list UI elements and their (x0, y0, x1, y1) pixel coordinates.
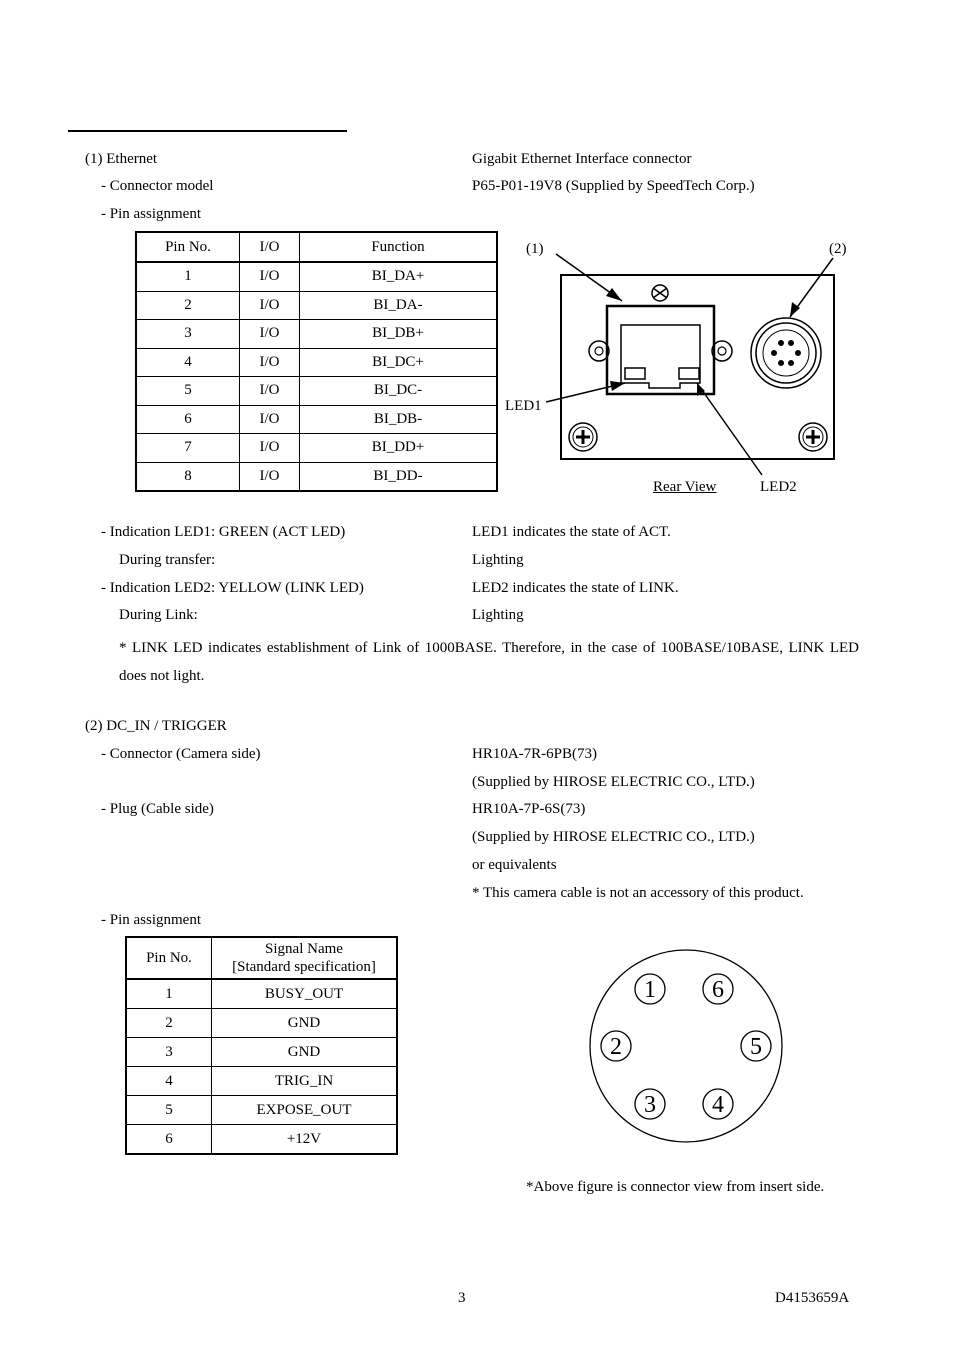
led1-indication-label: - Indication LED1: GREEN (ACT LED) (101, 524, 346, 540)
cell-pin: 5 (126, 1096, 212, 1125)
cell-pin: 4 (126, 1067, 212, 1096)
pin-number-2: 2 (610, 1034, 622, 1060)
link-value: Lighting (472, 607, 524, 623)
equivalents-text: or equivalents (472, 857, 557, 873)
connector-model-value: P65-P01-19V8 (Supplied by SpeedTech Corp.) (472, 178, 755, 194)
table-row (126, 979, 397, 1009)
header-function: Function (300, 232, 498, 262)
figure-label-1: (1) (526, 241, 544, 257)
camera-connector-supplier: (Supplied by HIROSE ELECTRIC CO., LTD.) (472, 774, 755, 790)
document-id: D4153659A (775, 1290, 850, 1306)
cell-pin: 2 (136, 291, 240, 320)
cell-pin: 1 (136, 262, 240, 291)
header-pin-no: Pin No. (126, 937, 212, 979)
pin-number-5: 5 (750, 1034, 762, 1060)
round-connector-icon (751, 318, 821, 388)
pin-number-3: 3 (644, 1092, 656, 1118)
led2-label: LED2 (760, 479, 797, 495)
screw-icon (569, 423, 597, 451)
cell-signal: GND (212, 1009, 398, 1038)
rear-view-diagram (0, 0, 954, 520)
plug-label: - Plug (Cable side) (101, 801, 214, 817)
table-row (126, 1125, 397, 1155)
cell-pin: 3 (136, 320, 240, 349)
cell-io: I/O (240, 434, 300, 463)
pin-number-6: 6 (712, 977, 724, 1003)
cell-io: I/O (240, 405, 300, 434)
dc-pin-assignment-label: - Pin assignment (101, 912, 201, 928)
camera-connector-label: - Connector (Camera side) (101, 746, 261, 762)
cell-io: I/O (240, 291, 300, 320)
plug-supplier: (Supplied by HIROSE ELECTRIC CO., LTD.) (472, 829, 755, 845)
pin-assignment-label: - Pin assignment (101, 206, 201, 222)
dcin-heading: (2) DC_IN / TRIGGER (85, 718, 227, 734)
link-led-note: * LINK LED indicates establishment of Link of 1000BASE. Therefore, in the case of 100BASE/10BASE, LINK LED does not light. (119, 640, 859, 684)
cell-io: I/O (240, 320, 300, 349)
header-signal-line2: [Standard specification] (232, 959, 376, 975)
header-signal-line1: Signal Name (265, 941, 343, 957)
cell-signal: BUSY_OUT (212, 979, 398, 1009)
cell-pin: 2 (126, 1009, 212, 1038)
table-row (126, 1067, 397, 1096)
cell-pin: 1 (126, 979, 212, 1009)
cell-signal: +12V (212, 1125, 398, 1155)
pin-number-4: 4 (712, 1092, 724, 1118)
screw-icon (799, 423, 827, 451)
cell-io: I/O (240, 348, 300, 377)
ethernet-heading-value: Gigabit Ethernet Interface connector (472, 151, 692, 167)
pin-circle-2 (601, 1031, 631, 1061)
cell-function: BI_DC+ (300, 348, 498, 377)
connector-outline (590, 950, 782, 1142)
table-header-row (126, 937, 397, 979)
cell-signal: GND (212, 1038, 398, 1067)
cell-signal: EXPOSE_OUT (212, 1096, 398, 1125)
camera-rear-panel (561, 275, 834, 459)
led2-indication-desc: LED2 indicates the state of LINK. (472, 580, 679, 596)
ethernet-heading: (1) Ethernet (85, 151, 158, 167)
transfer-value: Lighting (472, 552, 524, 568)
cell-function: BI_DC- (300, 377, 498, 406)
pin-circle-1 (635, 974, 665, 1004)
pin-circle-3 (635, 1089, 665, 1119)
cell-function: BI_DB+ (300, 320, 498, 349)
cell-function: BI_DA- (300, 291, 498, 320)
cell-pin: 7 (136, 434, 240, 463)
link-label: During Link: (119, 607, 198, 623)
cell-function: BI_DD- (300, 462, 498, 491)
cell-io: I/O (240, 262, 300, 291)
pin-circle-5 (741, 1031, 771, 1061)
transfer-label: During transfer: (119, 552, 216, 568)
table-row (126, 1009, 397, 1038)
plug-value: HR10A-7P-6S(73) (472, 801, 586, 817)
header-pin-no: Pin No. (136, 232, 240, 262)
pin-number-1: 1 (644, 977, 656, 1003)
cell-signal: TRIG_IN (212, 1067, 398, 1096)
figure-label-2: (2) (829, 241, 847, 257)
led2-indication-label: - Indication LED2: YELLOW (LINK LED) (101, 580, 364, 596)
cell-io: I/O (240, 377, 300, 406)
connector-model-label: - Connector model (101, 178, 214, 194)
cell-function: BI_DD+ (300, 434, 498, 463)
cell-pin: 5 (136, 377, 240, 406)
cell-pin: 6 (136, 405, 240, 434)
cell-function: BI_DB- (300, 405, 498, 434)
cell-pin: 4 (136, 348, 240, 377)
cell-pin: 6 (126, 1125, 212, 1155)
cell-io: I/O (240, 462, 300, 491)
pin-circle-6 (703, 974, 733, 1004)
table-row (126, 1096, 397, 1125)
header-io: I/O (240, 232, 300, 262)
rear-view-caption: Rear View (653, 479, 717, 495)
cable-note: * This camera cable is not an accessory of this product. (472, 885, 804, 901)
pin-circle-4 (703, 1089, 733, 1119)
table-row (126, 1038, 397, 1067)
led1-label: LED1 (505, 398, 542, 414)
callout-line-led2 (697, 383, 762, 475)
cell-pin: 3 (126, 1038, 212, 1067)
cell-pin: 8 (136, 462, 240, 491)
rj45-jack-icon (607, 306, 714, 394)
cell-function: BI_DA+ (300, 262, 498, 291)
dcin-pin-table (125, 936, 398, 1155)
screw-icon (652, 285, 668, 301)
led1-indication-desc: LED1 indicates the state of ACT. (472, 524, 671, 540)
header-signal-name (212, 937, 398, 979)
page-number: 3 (458, 1290, 466, 1306)
pinout-caption: *Above figure is connector view from insert side. (526, 1179, 825, 1195)
camera-connector-value: HR10A-7R-6PB(73) (472, 746, 598, 762)
arrowheads (606, 288, 800, 396)
